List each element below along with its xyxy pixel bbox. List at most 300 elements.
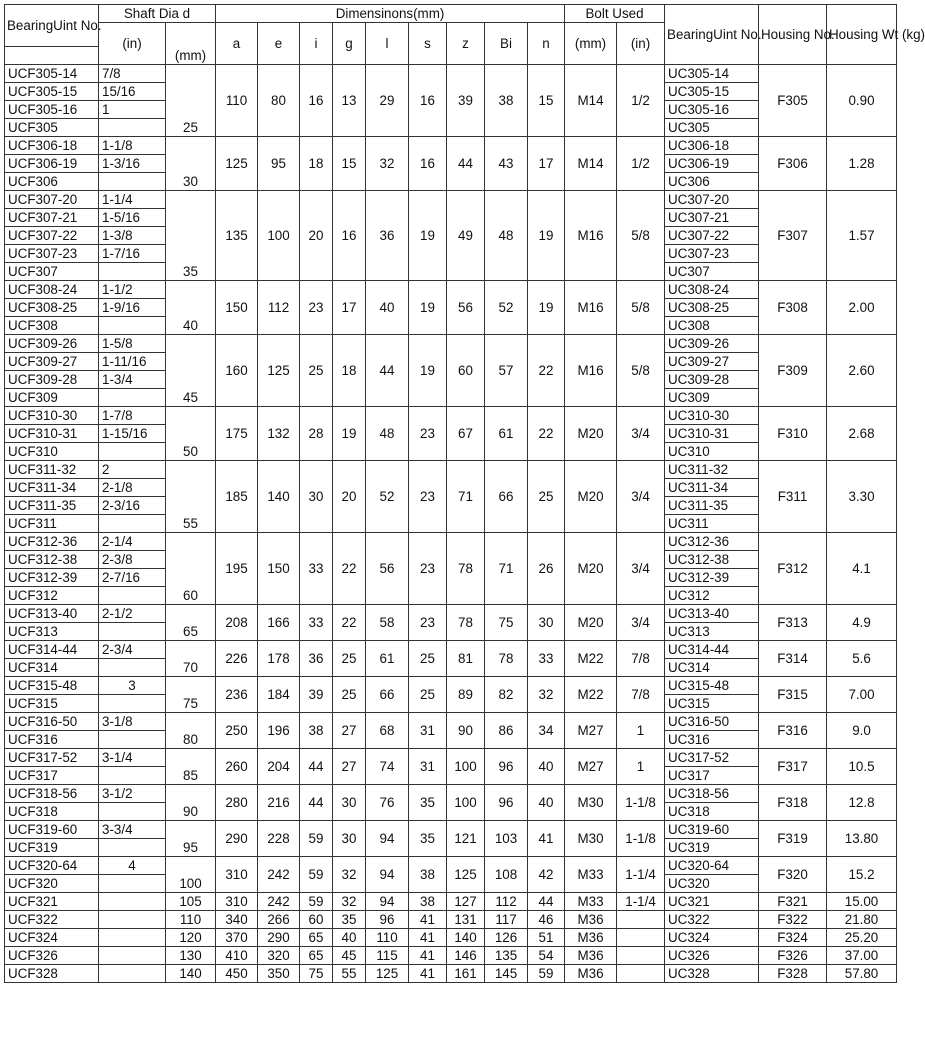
bearing-unit-cell: UCF310 [5,443,99,461]
shaft-in-cell: 2 [99,461,166,479]
dim-z-cell: 100 [447,785,485,821]
housing-no-cell: F328 [759,965,827,983]
bearing-unit-cell: UCF319-60 [5,821,99,839]
table-row [5,713,897,731]
dim-s-cell: 31 [409,749,447,785]
shaft-in-cell: 1-11/16 [99,353,166,371]
dim-bi-cell: 75 [485,605,528,641]
housing-wt-cell: 25.20 [827,929,897,947]
dim-i-cell: 33 [300,533,333,605]
dim-e-cell: 266 [258,911,300,929]
dim-z-cell: 100 [447,749,485,785]
header-bearing-spacer [5,47,99,65]
dim-bolt-in-cell [617,929,665,947]
shaft-in-cell: 1-5/16 [99,209,166,227]
bearing-unit-cell: UCF307-20 [5,191,99,209]
shaft-in-cell [99,947,166,965]
dim-i-cell: 36 [300,641,333,677]
shaft-mm-cell: 95 [166,821,216,857]
bearing-unit-2-cell: UC319 [665,839,759,857]
housing-wt-cell: 0.90 [827,65,897,137]
table-row [5,461,897,479]
shaft-in-cell [99,587,166,605]
bearing-unit-2-cell: UC318-56 [665,785,759,803]
bearing-unit-cell: UCF307-23 [5,245,99,263]
header-bearing-unit-2: BearingUint No. [665,5,759,65]
shaft-in-cell: 1-7/16 [99,245,166,263]
dim-l-cell: 94 [366,893,409,911]
shaft-mm-cell: 140 [166,965,216,983]
housing-no-cell: F309 [759,335,827,407]
bearing-unit-2-cell: UC305-15 [665,83,759,101]
housing-no-cell: F308 [759,281,827,335]
bearing-unit-cell: UCF326 [5,947,99,965]
shaft-mm-cell: 110 [166,911,216,929]
header-bolt-in: (in) [617,23,665,65]
table-row [5,677,897,695]
dim-i-cell: 18 [300,137,333,191]
dim-n-cell: 40 [528,785,565,821]
dim-s-cell: 41 [409,929,447,947]
dim-g-cell: 15 [333,137,366,191]
bearing-unit-2-cell: UC305 [665,119,759,137]
bearing-unit-cell: UCF313 [5,623,99,641]
bearing-unit-2-cell: UC320 [665,875,759,893]
header-dim-z: z [447,23,485,65]
dim-z-cell: 81 [447,641,485,677]
table-row [5,911,897,929]
dim-g-cell: 27 [333,749,366,785]
dim-l-cell: 94 [366,821,409,857]
dim-n-cell: 26 [528,533,565,605]
dim-s-cell: 23 [409,533,447,605]
bearing-unit-cell: UCF312-38 [5,551,99,569]
bearing-unit-cell: UCF306 [5,173,99,191]
shaft-in-cell: 3 [99,677,166,695]
shaft-in-cell [99,317,166,335]
shaft-in-cell: 3-1/2 [99,785,166,803]
dim-z-cell: 78 [447,533,485,605]
table-row [5,785,897,803]
housing-wt-cell: 5.6 [827,641,897,677]
dim-bolt-in-cell: 5/8 [617,335,665,407]
table-row [5,533,897,551]
dim-g-cell: 40 [333,929,366,947]
bearing-unit-cell: UCF311-32 [5,461,99,479]
dim-s-cell: 16 [409,65,447,137]
dim-bi-cell: 43 [485,137,528,191]
housing-wt-cell: 2.60 [827,335,897,407]
shaft-in-cell: 3-1/8 [99,713,166,731]
shaft-mm-cell: 55 [166,461,216,533]
dim-a-cell: 185 [216,461,258,533]
dim-e-cell: 184 [258,677,300,713]
dim-g-cell: 18 [333,335,366,407]
table-row [5,335,897,353]
housing-wt-cell: 4.1 [827,533,897,605]
bearing-unit-2-cell: UC308-25 [665,299,759,317]
housing-wt-cell: 1.28 [827,137,897,191]
dim-a-cell: 135 [216,191,258,281]
dim-bolt-mm-cell: M30 [565,785,617,821]
dim-e-cell: 204 [258,749,300,785]
dim-e-cell: 95 [258,137,300,191]
bearing-unit-cell: UCF309 [5,389,99,407]
dim-a-cell: 310 [216,857,258,893]
dim-bi-cell: 78 [485,641,528,677]
shaft-in-cell [99,695,166,713]
shaft-mm-cell: 70 [166,641,216,677]
housing-no-cell: F324 [759,929,827,947]
dim-n-cell: 19 [528,191,565,281]
bearing-unit-2-cell: UC324 [665,929,759,947]
dim-a-cell: 450 [216,965,258,983]
dim-a-cell: 290 [216,821,258,857]
dim-bolt-in-cell: 3/4 [617,605,665,641]
dim-e-cell: 242 [258,893,300,911]
bearing-unit-2-cell: UC319-60 [665,821,759,839]
dim-a-cell: 410 [216,947,258,965]
housing-no-cell: F320 [759,857,827,893]
table-row [5,191,897,209]
bearing-unit-cell: UCF305-15 [5,83,99,101]
bearing-unit-cell: UCF314 [5,659,99,677]
dim-e-cell: 100 [258,191,300,281]
dim-bi-cell: 82 [485,677,528,713]
dim-n-cell: 51 [528,929,565,947]
housing-no-cell: F316 [759,713,827,749]
dim-bolt-in-cell: 1 [617,713,665,749]
bearing-unit-cell: UCF316 [5,731,99,749]
bearing-unit-2-cell: UC307-21 [665,209,759,227]
dim-l-cell: 36 [366,191,409,281]
dim-i-cell: 38 [300,713,333,749]
bearing-unit-2-cell: UC309-27 [665,353,759,371]
dim-g-cell: 45 [333,947,366,965]
shaft-mm-cell: 90 [166,785,216,821]
dim-i-cell: 33 [300,605,333,641]
dim-e-cell: 125 [258,335,300,407]
shaft-in-cell: 1-9/16 [99,299,166,317]
shaft-in-cell [99,731,166,749]
header-dimensions: Dimensinons(mm) [216,5,565,23]
dim-e-cell: 132 [258,407,300,461]
dim-l-cell: 58 [366,605,409,641]
shaft-in-cell: 1-1/4 [99,191,166,209]
header-dim-e: e [258,23,300,65]
housing-wt-cell: 21.80 [827,911,897,929]
shaft-in-cell: 1-15/16 [99,425,166,443]
dim-n-cell: 41 [528,821,565,857]
dim-a-cell: 250 [216,713,258,749]
dim-n-cell: 30 [528,605,565,641]
bearing-unit-cell: UCF305-16 [5,101,99,119]
bearing-unit-cell: UCF309-27 [5,353,99,371]
bearing-unit-cell: UCF315 [5,695,99,713]
dim-bolt-mm-cell: M14 [565,137,617,191]
bearing-unit-2-cell: UC307-20 [665,191,759,209]
dim-bolt-in-cell: 1 [617,749,665,785]
dim-a-cell: 340 [216,911,258,929]
bearing-unit-2-cell: UC311-34 [665,479,759,497]
dim-bolt-mm-cell: M22 [565,677,617,713]
bearing-unit-2-cell: UC307-23 [665,245,759,263]
table-row [5,821,897,839]
dim-bolt-mm-cell: M20 [565,533,617,605]
housing-no-cell: F307 [759,191,827,281]
header-dim-l: l [366,23,409,65]
shaft-in-cell: 3-3/4 [99,821,166,839]
shaft-in-cell: 7/8 [99,65,166,83]
dim-z-cell: 127 [447,893,485,911]
bearing-unit-cell: UCF324 [5,929,99,947]
dim-i-cell: 39 [300,677,333,713]
shaft-mm-cell: 75 [166,677,216,713]
bearing-unit-2-cell: UC311-32 [665,461,759,479]
dim-s-cell: 25 [409,677,447,713]
dim-bi-cell: 48 [485,191,528,281]
bearing-unit-2-cell: UC320-64 [665,857,759,875]
dim-bolt-mm-cell: M16 [565,281,617,335]
housing-no-cell: F313 [759,605,827,641]
dim-bi-cell: 112 [485,893,528,911]
dim-bolt-in-cell: 1/2 [617,65,665,137]
shaft-in-cell: 1 [99,101,166,119]
bearing-unit-cell: UCF317 [5,767,99,785]
dim-bolt-mm-cell: M36 [565,965,617,983]
bearing-unit-cell: UCF307-22 [5,227,99,245]
housing-no-cell: F306 [759,137,827,191]
housing-no-cell: F305 [759,65,827,137]
bearing-unit-cell: UCF309-28 [5,371,99,389]
dim-g-cell: 30 [333,785,366,821]
dim-a-cell: 310 [216,893,258,911]
shaft-mm-cell: 45 [166,335,216,407]
dim-bi-cell: 66 [485,461,528,533]
header-dim-i: i [300,23,333,65]
dim-a-cell: 236 [216,677,258,713]
dim-a-cell: 110 [216,65,258,137]
header-shaft-mm: (mm) [166,23,216,65]
bearing-unit-2-cell: UC311-35 [665,497,759,515]
dim-bi-cell: 96 [485,749,528,785]
bearing-unit-2-cell: UC312-39 [665,569,759,587]
dim-bolt-mm-cell: M27 [565,749,617,785]
bearing-unit-cell: UCF312-39 [5,569,99,587]
dim-bolt-in-cell: 5/8 [617,281,665,335]
housing-no-cell: F319 [759,821,827,857]
dim-n-cell: 54 [528,947,565,965]
dim-z-cell: 89 [447,677,485,713]
bearing-unit-cell: UCF308-25 [5,299,99,317]
dim-e-cell: 140 [258,461,300,533]
dim-l-cell: 76 [366,785,409,821]
dim-i-cell: 16 [300,65,333,137]
shaft-in-cell [99,623,166,641]
dim-bi-cell: 117 [485,911,528,929]
dim-a-cell: 150 [216,281,258,335]
dim-z-cell: 140 [447,929,485,947]
dim-g-cell: 16 [333,191,366,281]
bearing-unit-2-cell: UC309 [665,389,759,407]
header-dim-a: a [216,23,258,65]
dim-bolt-mm-cell: M20 [565,605,617,641]
dim-bolt-in-cell: 7/8 [617,641,665,677]
dim-n-cell: 17 [528,137,565,191]
dim-bi-cell: 126 [485,929,528,947]
shaft-in-cell: 3-1/4 [99,749,166,767]
dim-z-cell: 78 [447,605,485,641]
housing-no-cell: F317 [759,749,827,785]
dim-n-cell: 40 [528,749,565,785]
bearing-unit-2-cell: UC314-44 [665,641,759,659]
bearing-spec-table [4,4,925,983]
dim-bolt-mm-cell: M36 [565,947,617,965]
dim-l-cell: 56 [366,533,409,605]
dim-e-cell: 350 [258,965,300,983]
dim-l-cell: 40 [366,281,409,335]
dim-l-cell: 29 [366,65,409,137]
dim-l-cell: 96 [366,911,409,929]
dim-e-cell: 112 [258,281,300,335]
housing-no-cell: F314 [759,641,827,677]
dim-e-cell: 216 [258,785,300,821]
dim-bolt-mm-cell: M30 [565,821,617,857]
dim-g-cell: 55 [333,965,366,983]
shaft-in-cell: 1-3/4 [99,371,166,389]
dim-bi-cell: 61 [485,407,528,461]
shaft-in-cell [99,803,166,821]
bearing-unit-cell: UCF328 [5,965,99,983]
shaft-in-cell [99,911,166,929]
dim-bolt-mm-cell: M20 [565,461,617,533]
shaft-in-cell [99,965,166,983]
dim-g-cell: 19 [333,407,366,461]
dim-bolt-in-cell: 1/2 [617,137,665,191]
dim-i-cell: 23 [300,281,333,335]
bearing-unit-2-cell: UC311 [665,515,759,533]
bearing-unit-2-cell: UC310 [665,443,759,461]
dim-bolt-mm-cell: M16 [565,191,617,281]
dim-bolt-in-cell: 1-1/4 [617,857,665,893]
housing-wt-cell: 1.57 [827,191,897,281]
dim-s-cell: 41 [409,911,447,929]
table-row [5,137,897,155]
dim-bolt-mm-cell: M16 [565,335,617,407]
bearing-unit-2-cell: UC312-38 [665,551,759,569]
dim-i-cell: 59 [300,893,333,911]
bearing-unit-2-cell: UC318 [665,803,759,821]
table-row [5,65,897,83]
bearing-unit-cell: UCF318-56 [5,785,99,803]
table-row [5,929,897,947]
header-housing-wt: Housing Wt (kg) [827,5,897,65]
dim-bi-cell: 71 [485,533,528,605]
dim-bi-cell: 38 [485,65,528,137]
dim-s-cell: 23 [409,605,447,641]
dim-bi-cell: 52 [485,281,528,335]
dim-s-cell: 19 [409,281,447,335]
dim-s-cell: 23 [409,407,447,461]
dim-bi-cell: 135 [485,947,528,965]
dim-bolt-mm-cell: M36 [565,929,617,947]
bearing-unit-2-cell: UC317-52 [665,749,759,767]
dim-bi-cell: 145 [485,965,528,983]
bearing-unit-2-cell: UC315 [665,695,759,713]
housing-no-cell: F321 [759,893,827,911]
dim-g-cell: 30 [333,821,366,857]
dim-z-cell: 67 [447,407,485,461]
dim-bolt-in-cell: 5/8 [617,191,665,281]
dim-n-cell: 44 [528,893,565,911]
dim-l-cell: 94 [366,857,409,893]
shaft-in-cell [99,389,166,407]
dim-a-cell: 125 [216,137,258,191]
dim-n-cell: 15 [528,65,565,137]
housing-wt-cell: 15.00 [827,893,897,911]
bearing-unit-cell: UCF312 [5,587,99,605]
shaft-mm-cell: 35 [166,191,216,281]
dim-bi-cell: 103 [485,821,528,857]
dim-bi-cell: 86 [485,713,528,749]
header-housing-no: Housing No. [759,5,827,65]
bearing-unit-cell: UCF309-26 [5,335,99,353]
bearing-unit-2-cell: UC315-48 [665,677,759,695]
shaft-mm-cell: 65 [166,605,216,641]
dim-e-cell: 290 [258,929,300,947]
dim-l-cell: 110 [366,929,409,947]
dim-s-cell: 38 [409,893,447,911]
bearing-unit-cell: UCF306-19 [5,155,99,173]
bearing-unit-2-cell: UC309-26 [665,335,759,353]
dim-l-cell: 61 [366,641,409,677]
bearing-unit-2-cell: UC317 [665,767,759,785]
bearing-unit-cell: UCF314-44 [5,641,99,659]
dim-l-cell: 125 [366,965,409,983]
shaft-in-cell: 1-1/8 [99,137,166,155]
table-row [5,749,897,767]
dim-z-cell: 60 [447,335,485,407]
bearing-unit-cell: UCF316-50 [5,713,99,731]
header-bolt-used: Bolt Used [565,5,665,23]
shaft-in-cell [99,119,166,137]
bearing-unit-cell: UCF305-14 [5,65,99,83]
bearing-unit-cell: UCF319 [5,839,99,857]
shaft-in-cell: 2-1/8 [99,479,166,497]
dim-g-cell: 22 [333,533,366,605]
shaft-in-cell: 1-5/8 [99,335,166,353]
bearing-unit-cell: UCF321 [5,893,99,911]
housing-wt-cell: 10.5 [827,749,897,785]
dim-i-cell: 44 [300,785,333,821]
dim-e-cell: 166 [258,605,300,641]
dim-i-cell: 65 [300,947,333,965]
dim-i-cell: 20 [300,191,333,281]
dim-bi-cell: 108 [485,857,528,893]
bearing-unit-2-cell: UC312-36 [665,533,759,551]
bearing-unit-cell: UCF311-34 [5,479,99,497]
header-dim-bi: Bi [485,23,528,65]
housing-no-cell: F322 [759,911,827,929]
bearing-unit-cell: UCF310-30 [5,407,99,425]
dim-e-cell: 178 [258,641,300,677]
dim-n-cell: 59 [528,965,565,983]
dim-n-cell: 22 [528,335,565,407]
dim-z-cell: 49 [447,191,485,281]
dim-z-cell: 90 [447,713,485,749]
shaft-in-cell [99,515,166,533]
bearing-unit-2-cell: UC326 [665,947,759,965]
